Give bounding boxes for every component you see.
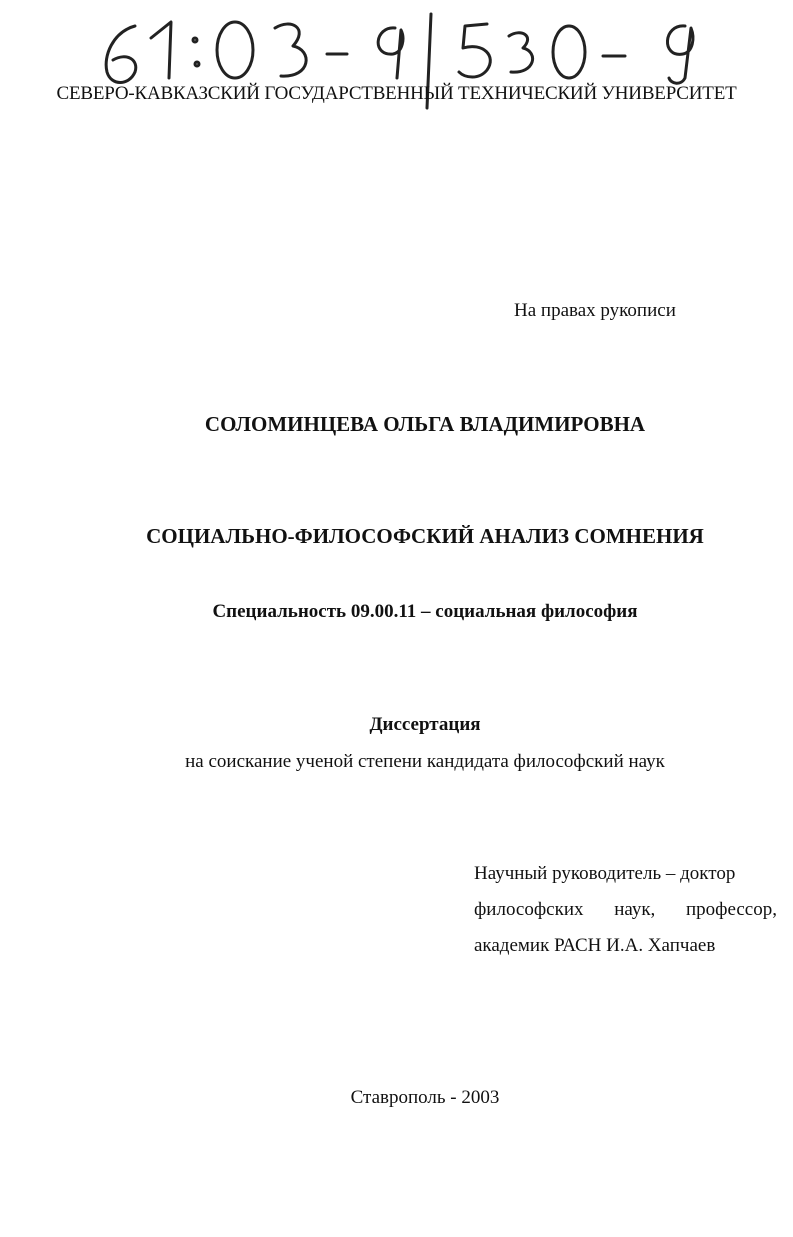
city-year: Ставрополь - 2003 <box>350 1087 500 1108</box>
dissertation-title: СОЦИАЛЬНО-ФИЛОСОФСКИЙ АНАЛИЗ СОМНЕНИЯ <box>146 524 704 548</box>
supervisor-block <box>474 856 777 964</box>
supervisor-line-1: Научный руководитель – доктор <box>474 863 736 884</box>
document-type: Диссертация <box>369 714 481 735</box>
degree-statement: на соискание ученой степени кандидата философский наук <box>185 751 665 772</box>
manuscript-note: На правах рукописи <box>514 300 676 321</box>
university-name: СЕВЕРО-КАВКАЗСКИЙ ГОСУДАРСТВЕННЫЙ ТЕХНИЧЕСКИЙ УНИВЕРСИТЕТ <box>56 83 737 104</box>
author-name: СОЛОМИНЦЕВА ОЛЬГА ВЛАДИМИРОВНА <box>204 412 646 436</box>
speciality: Специальность 09.00.11 – социальная философия <box>212 601 638 622</box>
supervisor-line-3: академик РАСН И.А. Хапчаев <box>474 935 716 956</box>
supervisor-line-2: философских наук, профессор, <box>474 899 777 920</box>
